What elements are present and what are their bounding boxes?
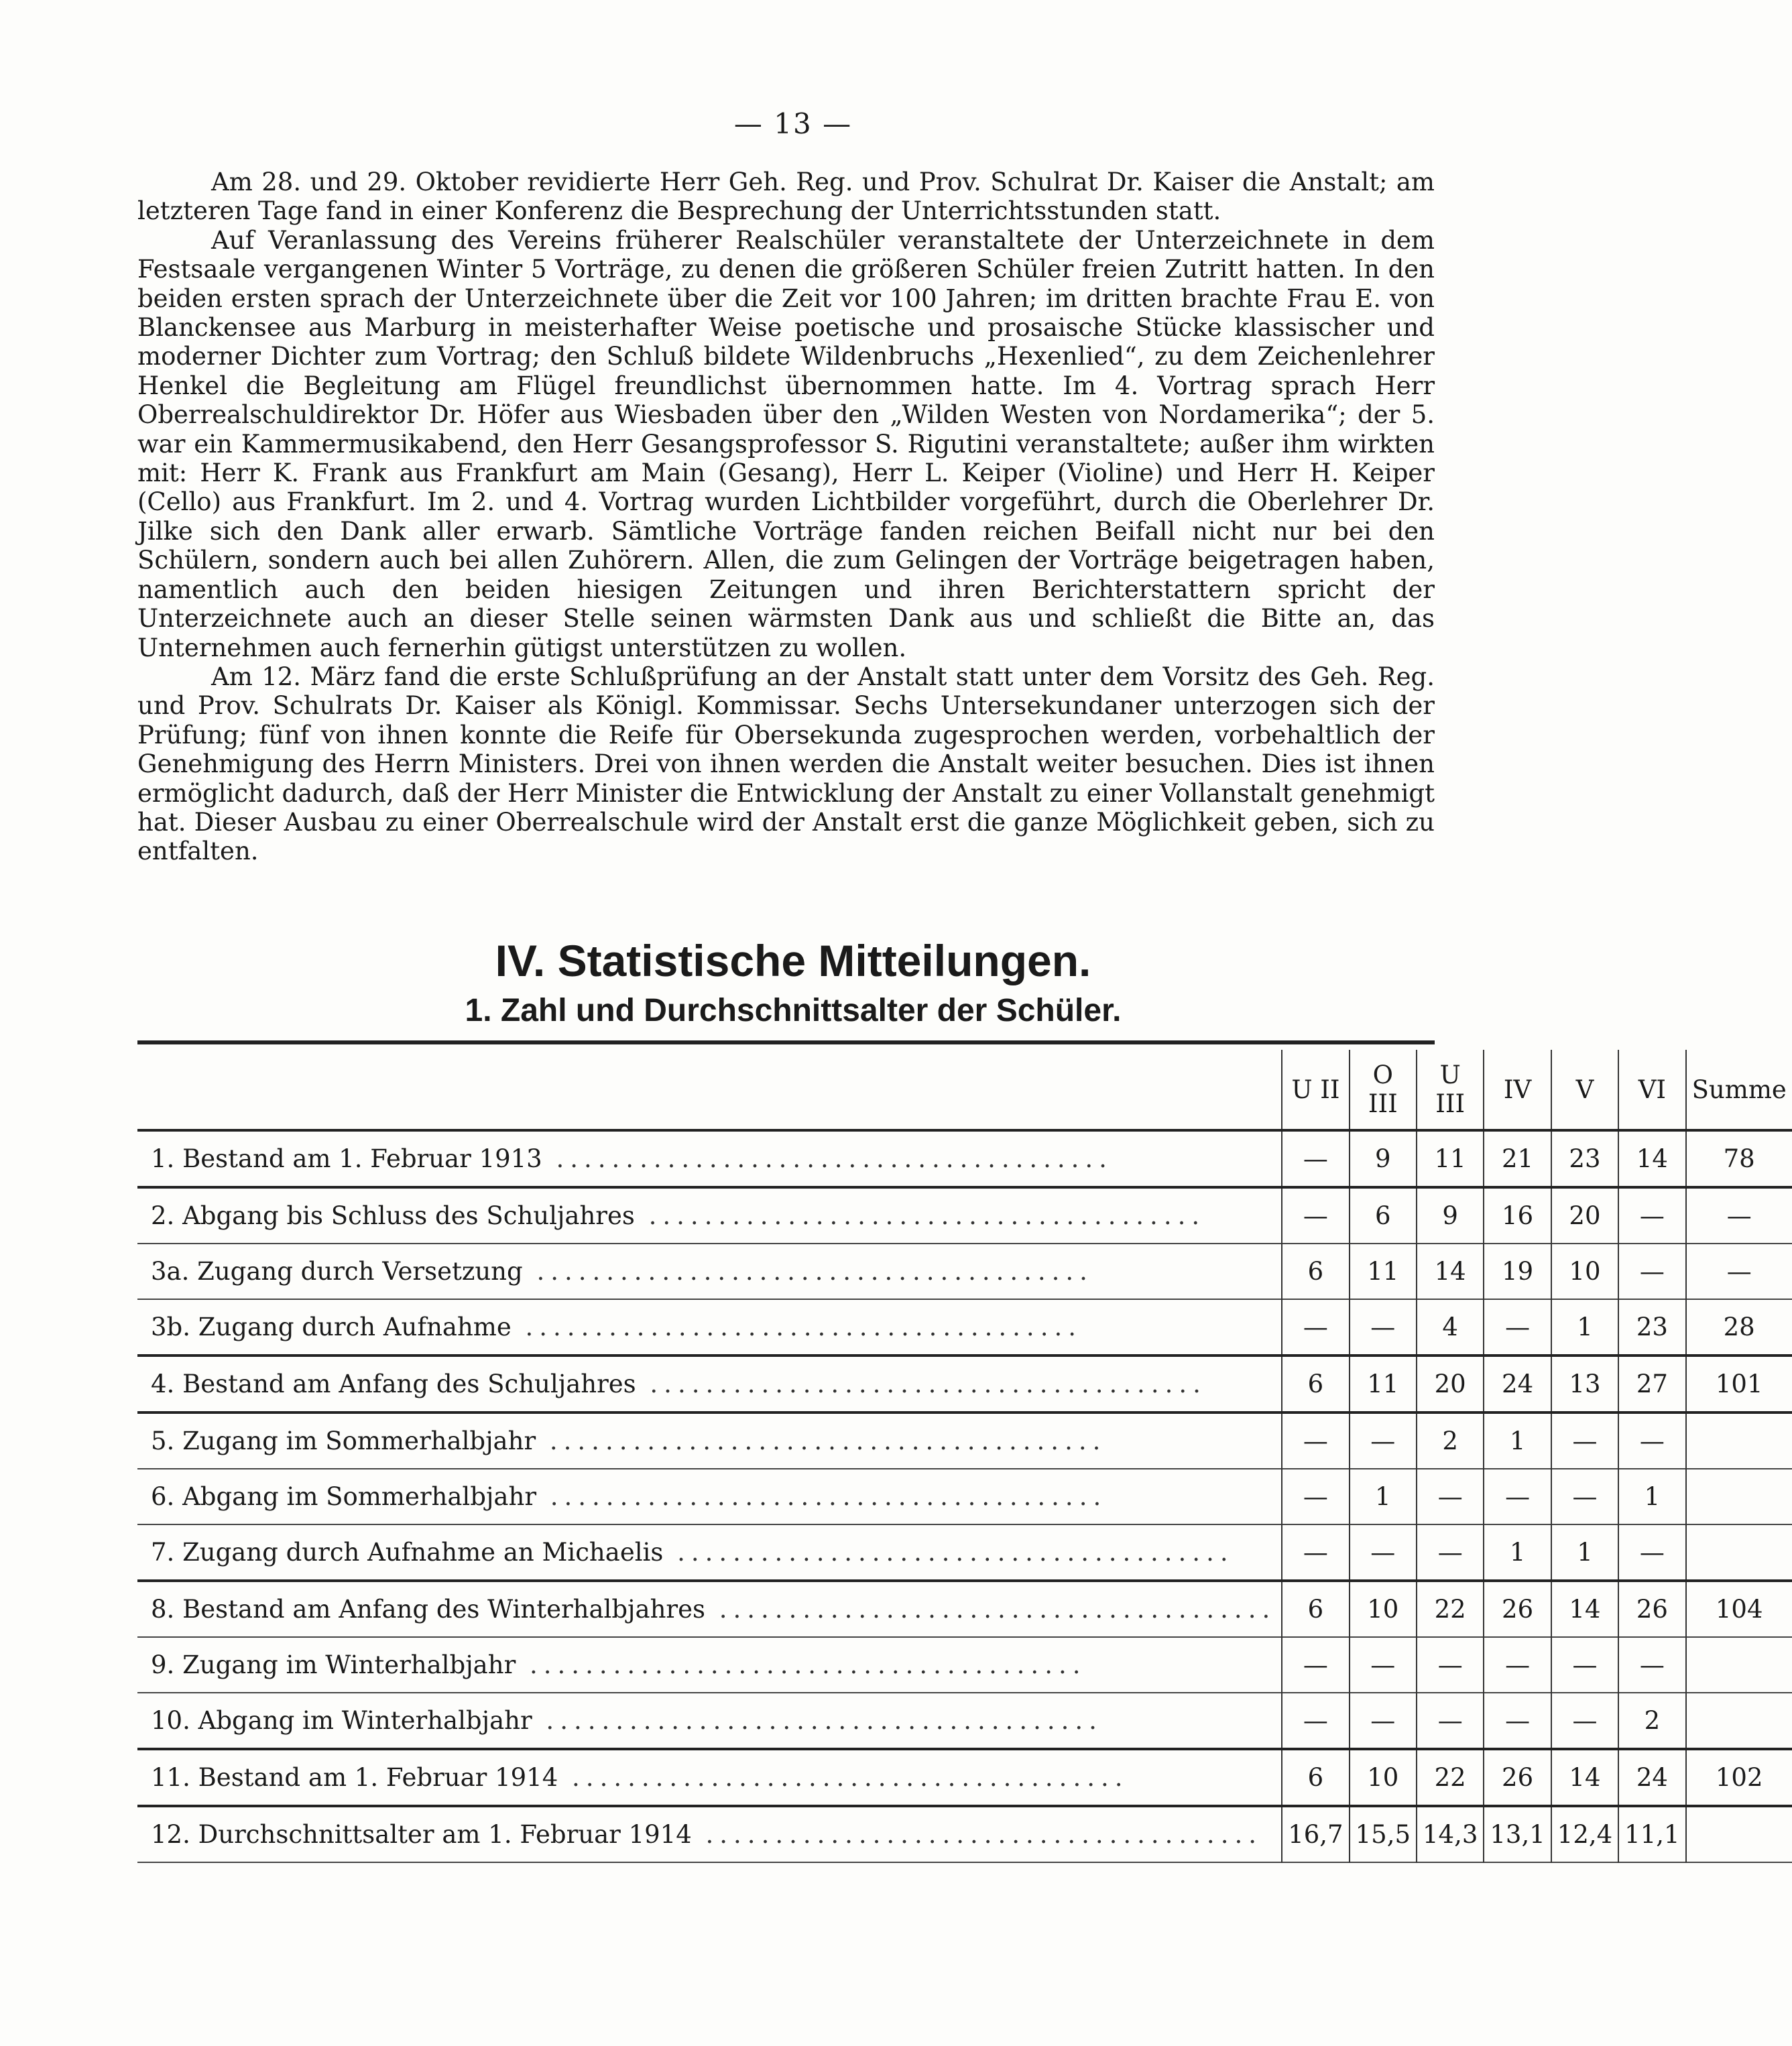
- cell-value: —: [1350, 1299, 1417, 1356]
- cell-value: 13: [1551, 1356, 1618, 1412]
- cell-value: [1686, 1469, 1792, 1524]
- cell-value: —: [1551, 1469, 1618, 1524]
- cell-value: 23: [1618, 1299, 1685, 1356]
- cell-value: 16: [1484, 1187, 1551, 1244]
- leader-dots: ........................................: [522, 1257, 1093, 1286]
- table-header-blank: [137, 1050, 1282, 1130]
- cell-value: 1: [1551, 1524, 1618, 1581]
- row-label-text: 5. Zugang im Sommerhalbjahr: [151, 1427, 536, 1455]
- leader-dots: ........................................: [516, 1650, 1087, 1679]
- cell-value: [1686, 1806, 1792, 1862]
- cell-value: —: [1417, 1524, 1484, 1581]
- cell-value: 27: [1618, 1356, 1685, 1412]
- cell-value: 6: [1282, 1581, 1349, 1637]
- cell-value: 6: [1350, 1187, 1417, 1244]
- cell-value: —: [1551, 1637, 1618, 1693]
- row-label-text: 10. Abgang im Winterhalbjahr: [151, 1706, 532, 1735]
- leader-dots: ........................................: [536, 1427, 1107, 1455]
- leader-dots: ........................................: [705, 1595, 1276, 1624]
- cell-value: 14: [1417, 1244, 1484, 1299]
- cell-value: —: [1551, 1412, 1618, 1469]
- row-label-text: 3b. Zugang durch Aufnahme: [151, 1313, 512, 1341]
- cell-value: —: [1282, 1693, 1349, 1749]
- cell-value: —: [1417, 1469, 1484, 1524]
- statistics-table: [137, 1050, 1792, 1863]
- row-label-text: 3a. Zugang durch Versetzung: [151, 1257, 523, 1286]
- cell-value: 6: [1282, 1356, 1349, 1412]
- cell-value: 23: [1551, 1130, 1618, 1187]
- cell-value: 1: [1484, 1524, 1551, 1581]
- cell-value: 1: [1484, 1412, 1551, 1469]
- row-label-text: 12. Durchschnittsalter am 1. Februar 1914: [151, 1820, 692, 1849]
- cell-value: —: [1618, 1524, 1685, 1581]
- section-title: IV. Statistische Mitteilungen.: [495, 936, 1091, 985]
- cell-value: —: [1686, 1187, 1792, 1244]
- table-row: [137, 1693, 1792, 1749]
- paragraph-lectures: Auf Veranlassung des Vereins früherer Realschüler veranstaltete der Unterzeichnete in dem Festsaale vergangenen Winter 5 Vorträge, zu denen die größeren Schüler freien Zutritt hatten. In den beiden ersten sprach der Unterzeichnete über die Zeit vor 100 Jahren; im dritten brachte Frau E. von Blanckensee aus Marburg in meisterhafter Weise poetische und prosaische Stücke klassischer und moderner Dichter zum Vortrag; den Schluß bildete Wildenbruchs „Hexenlied“, zu dem Zeichenlehrer Henkel die Begleitung am Flügel freundlichst übernommen hatte. Im 4. Vortrag sprach Herr Oberrealschuldirektor Dr. Höfer aus Wiesbaden über den „Wilden Westen von Nordamerika“; der 5. war ein Kammermusikabend, den Herr Gesangsprofessor S. Rigutini veranstaltete; außer ihm wirkten mit: Herr K. Frank aus Frankfurt am Main (Gesang), Herr L. Keiper (Violine) und Herr H. Keiper (Cello) aus Frankfurt. Im 2. und 4. Vortrag wurden Lichtbilder vorgeführt, durch die Oberlehrer Dr. Jilke sich den Dank aller erwarb. Sämtliche Vorträge fanden reichen Beifall nicht nur bei den Schülern, sondern auch bei allen Zuhörern. Allen, die zum Gelingen der Vorträge beigetragen haben, namentlich auch den beiden hiesigen Zeitungen und ihren Berichterstattern spricht der Unterzeichnete auch an dieser Stelle seinen wärmsten Dank aus und schließt die Bitte an, das Unternehmen auch fernerhin gütigst unterstützen zu wollen.: [137, 225, 1435, 662]
- cell-value: 14: [1551, 1581, 1618, 1637]
- row-label: [137, 1130, 1282, 1187]
- column-header: VI: [1618, 1050, 1685, 1130]
- cell-value: 10: [1350, 1749, 1417, 1806]
- cell-value: 19: [1484, 1244, 1551, 1299]
- paragraph-exam: Am 12. März fand die erste Schlußprüfung an der Anstalt statt unter dem Vorsitz des Geh. Reg. und Prov. Schulrats Dr. Kaiser als Königl. Kommissar. Sechs Untersekundaner unterzogen sich der Prüfung; fünf von ihnen konnte die Reife für Obersekunda zugesprochen werden, vorbehaltlich der Genehmigung des Herrn Ministers. Drei von ihnen werden die Anstalt weiter besuchen. Dies ist ihnen ermöglicht dadurch, daß der Herr Minister die Entwicklung der Anstalt zu einer Vollanstalt genehmigt hat. Dieser Ausbau zu einer Oberrealschule wird der Anstalt erst die ganze Möglichkeit geben, sich zu entfalten.: [137, 662, 1435, 866]
- cell-value: [1686, 1412, 1792, 1469]
- cell-value: 1: [1551, 1299, 1618, 1356]
- row-label: [137, 1244, 1282, 1299]
- row-label-text: 8. Bestand am Anfang des Winterhalbjahres: [151, 1595, 705, 1624]
- cell-value: 78: [1686, 1130, 1792, 1187]
- cell-value: 11,1: [1618, 1806, 1685, 1862]
- cell-value: 14,3: [1417, 1806, 1484, 1862]
- table-row: [137, 1187, 1792, 1244]
- cell-value: 22: [1417, 1749, 1484, 1806]
- cell-value: 12,4: [1551, 1806, 1618, 1862]
- cell-value: 102: [1686, 1749, 1792, 1806]
- cell-value: —: [1551, 1693, 1618, 1749]
- cell-value: 22: [1417, 1581, 1484, 1637]
- cell-value: 2: [1417, 1412, 1484, 1469]
- cell-value: [1686, 1524, 1792, 1581]
- row-label: [137, 1187, 1282, 1244]
- cell-value: [1686, 1693, 1792, 1749]
- row-label: [137, 1806, 1282, 1862]
- cell-value: —: [1686, 1244, 1792, 1299]
- cell-value: 1: [1618, 1469, 1685, 1524]
- cell-value: 20: [1417, 1356, 1484, 1412]
- cell-value: —: [1618, 1412, 1685, 1469]
- leader-dots: ........................................: [536, 1482, 1108, 1511]
- row-label: [137, 1637, 1282, 1693]
- cell-value: 24: [1484, 1356, 1551, 1412]
- leader-dots: ........................................: [542, 1144, 1113, 1173]
- row-label-text: 2. Abgang bis Schluss des Schuljahres: [151, 1201, 635, 1230]
- cell-value: —: [1350, 1637, 1417, 1693]
- cell-value: —: [1484, 1299, 1551, 1356]
- table-row: [137, 1806, 1792, 1862]
- cell-value: —: [1484, 1637, 1551, 1693]
- leader-dots: ........................................: [558, 1763, 1129, 1792]
- cell-value: 104: [1686, 1581, 1792, 1637]
- cell-value: 24: [1618, 1749, 1685, 1806]
- cell-value: 10: [1350, 1581, 1417, 1637]
- cell-value: 21: [1484, 1130, 1551, 1187]
- row-label-text: 4. Bestand am Anfang des Schuljahres: [151, 1370, 636, 1398]
- cell-value: —: [1282, 1130, 1349, 1187]
- cell-value: —: [1282, 1412, 1349, 1469]
- cell-value: —: [1350, 1524, 1417, 1581]
- row-label-text: 1. Bestand am 1. Februar 1913: [151, 1144, 542, 1173]
- table-row: [137, 1299, 1792, 1356]
- cell-value: 11: [1350, 1244, 1417, 1299]
- row-label: [137, 1412, 1282, 1469]
- row-label: [137, 1469, 1282, 1524]
- cell-value: —: [1282, 1469, 1349, 1524]
- cell-value: —: [1417, 1693, 1484, 1749]
- table-row: [137, 1356, 1792, 1412]
- paragraph-revision: Am 28. und 29. Oktober revidierte Herr Geh. Reg. und Prov. Schulrat Dr. Kaiser die Anstalt; am letzteren Tage fand in einer Konferenz die Besprechung der Unterrichtsstunden statt.: [137, 168, 1435, 226]
- cell-value: 14: [1551, 1749, 1618, 1806]
- leader-dots: ........................................: [511, 1313, 1082, 1341]
- cell-value: —: [1484, 1469, 1551, 1524]
- leader-dots: ........................................: [634, 1201, 1206, 1230]
- row-label-text: 9. Zugang im Winterhalbjahr: [151, 1650, 516, 1679]
- sub-title: 1. Zahl und Durchschnittsalter der Schüler.: [465, 993, 1122, 1028]
- column-header: IV: [1484, 1050, 1551, 1130]
- cell-value: 6: [1282, 1244, 1349, 1299]
- cell-value: 16,7: [1282, 1806, 1349, 1862]
- row-label-text: 7. Zugang durch Aufnahme an Michaelis: [151, 1538, 664, 1567]
- row-label: [137, 1524, 1282, 1581]
- row-label: [137, 1749, 1282, 1806]
- cell-value: —: [1417, 1637, 1484, 1693]
- cell-value: 10: [1551, 1244, 1618, 1299]
- cell-value: 26: [1484, 1581, 1551, 1637]
- cell-value: 2: [1618, 1693, 1685, 1749]
- cell-value: —: [1350, 1412, 1417, 1469]
- table-row: [137, 1130, 1792, 1187]
- cell-value: 28: [1686, 1299, 1792, 1356]
- table-body: [137, 1130, 1792, 1862]
- cell-value: 14: [1618, 1130, 1685, 1187]
- row-label-text: 6. Abgang im Sommerhalbjahr: [151, 1482, 536, 1511]
- column-header: Summe: [1686, 1050, 1792, 1130]
- cell-value: 15,5: [1350, 1806, 1417, 1862]
- cell-value: —: [1618, 1244, 1685, 1299]
- body-text: [137, 168, 1435, 866]
- cell-value: 13,1: [1484, 1806, 1551, 1862]
- cell-value: —: [1282, 1524, 1349, 1581]
- leader-dots: ........................................: [532, 1706, 1103, 1735]
- leader-dots: ........................................: [663, 1538, 1234, 1567]
- leader-dots: ........................................: [691, 1820, 1262, 1849]
- cell-value: —: [1282, 1187, 1349, 1244]
- cell-value: —: [1618, 1187, 1685, 1244]
- cell-value: [1686, 1637, 1792, 1693]
- leader-dots: ........................................: [636, 1370, 1207, 1398]
- table-row: [137, 1581, 1792, 1637]
- table-top-rule: [137, 1040, 1435, 1044]
- table-row: [137, 1749, 1792, 1806]
- row-label: [137, 1356, 1282, 1412]
- table-row: [137, 1469, 1792, 1524]
- table-header-row: [137, 1050, 1792, 1130]
- cell-value: 11: [1350, 1356, 1417, 1412]
- cell-value: 26: [1618, 1581, 1685, 1637]
- cell-value: —: [1282, 1299, 1349, 1356]
- cell-value: 9: [1417, 1187, 1484, 1244]
- cell-value: 4: [1417, 1299, 1484, 1356]
- cell-value: —: [1618, 1637, 1685, 1693]
- column-header: U II: [1282, 1050, 1349, 1130]
- column-header: O III: [1350, 1050, 1417, 1130]
- row-label: [137, 1581, 1282, 1637]
- row-label: [137, 1693, 1282, 1749]
- column-header: U III: [1417, 1050, 1484, 1130]
- cell-value: 1: [1350, 1469, 1417, 1524]
- page-number: — 13 —: [733, 107, 853, 140]
- cell-value: —: [1484, 1693, 1551, 1749]
- cell-value: —: [1350, 1693, 1417, 1749]
- cell-value: —: [1282, 1637, 1349, 1693]
- table-row: [137, 1524, 1792, 1581]
- column-header: V: [1551, 1050, 1618, 1130]
- cell-value: 26: [1484, 1749, 1551, 1806]
- table-row: [137, 1637, 1792, 1693]
- cell-value: 6: [1282, 1749, 1349, 1806]
- table-row: [137, 1244, 1792, 1299]
- table-row: [137, 1412, 1792, 1469]
- cell-value: 20: [1551, 1187, 1618, 1244]
- cell-value: 9: [1350, 1130, 1417, 1187]
- cell-value: 11: [1417, 1130, 1484, 1187]
- row-label: [137, 1299, 1282, 1356]
- row-label-text: 11. Bestand am 1. Februar 1914: [151, 1763, 558, 1792]
- cell-value: 101: [1686, 1356, 1792, 1412]
